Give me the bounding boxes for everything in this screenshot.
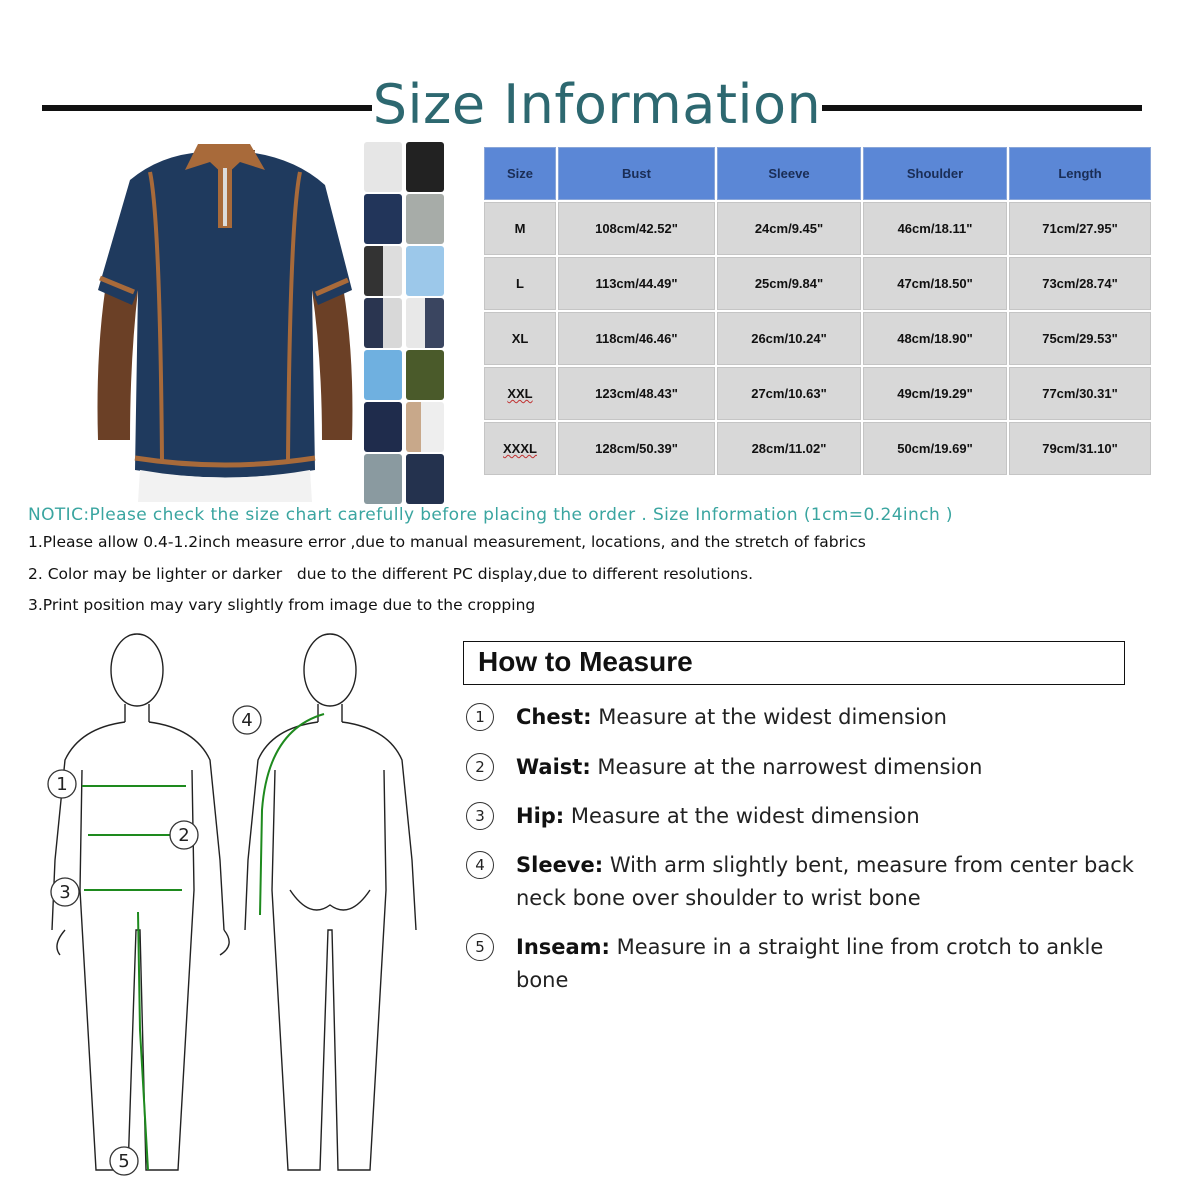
cell-sleeve: 26cm/10.24" (717, 312, 861, 365)
table-row (484, 367, 1151, 420)
measure-number: 5 (466, 933, 494, 961)
measurement-figures (40, 630, 450, 1190)
cell-sleeve: 28cm/11.02" (717, 422, 861, 475)
product-photo-shirt (90, 140, 358, 502)
cell-bust: 118cm/46.46" (558, 312, 715, 365)
cell-length: 73cm/28.74" (1009, 257, 1151, 310)
cell-shoulder: 47cm/18.50" (863, 257, 1007, 310)
thumb-light-blue-shirt (406, 246, 444, 296)
cell-bust: 128cm/50.39" (558, 422, 715, 475)
cell-size: M (484, 202, 556, 255)
cell-shoulder: 49cm/19.29" (863, 367, 1007, 420)
page-title: Size Information (372, 73, 822, 136)
thumb-navy-white-shirt (364, 298, 402, 348)
thumb-sky-blue-shirt (364, 350, 402, 400)
header-shoulder: Shoulder (863, 147, 1007, 200)
cell-sleeve: 25cm/9.84" (717, 257, 861, 310)
how-to-measure-header (463, 641, 1125, 685)
title-bar (0, 70, 1200, 140)
thumb-slate-shirt (364, 454, 402, 504)
thumb-navy-shirt (364, 194, 402, 244)
front-figure (52, 634, 229, 1170)
header-sleeve: Sleeve (717, 147, 861, 200)
thumb-gray-shirt (406, 194, 444, 244)
measure-description: Measure at the widest dimension (564, 804, 920, 828)
marker-2: 2 (178, 825, 190, 846)
thumb-cream-shirt (406, 402, 444, 452)
cell-sleeve: 24cm/9.45" (717, 202, 861, 255)
title-rule-right (822, 105, 1142, 111)
cell-size: XXXL (484, 422, 556, 475)
cell-length: 77cm/30.31" (1009, 367, 1151, 420)
cell-size: XL (484, 312, 556, 365)
measure-label: Chest: (516, 705, 592, 729)
measure-lines (82, 714, 324, 1170)
cell-size: L (484, 257, 556, 310)
note-print-position: 3.Print position may vary slightly from image due to the cropping (28, 596, 536, 614)
table-row (484, 422, 1151, 475)
thumb-black-shirt (406, 142, 444, 192)
table-row (484, 257, 1151, 310)
measure-description: With arm slightly bent, measure from center back neck bone over shoulder to wrist bone (516, 853, 1134, 910)
measure-description: Measure at the narrowest dimension (590, 755, 983, 779)
note-measure-error: 1.Please allow 0.4-1.2inch measure error ,due to manual measurement, locations, and the stretch of fabrics (28, 533, 866, 551)
measure-number: 2 (466, 753, 494, 781)
thumb-olive-shirt (406, 350, 444, 400)
cell-length: 71cm/27.95" (1009, 202, 1151, 255)
marker-4: 4 (241, 710, 253, 731)
cell-bust: 123cm/48.43" (558, 367, 715, 420)
measure-description: Measure in a straight line from crotch to ankle bone (516, 935, 1104, 992)
measure-label: Waist: (516, 755, 591, 779)
marker-3: 3 (59, 882, 71, 903)
measure-number: 4 (466, 851, 494, 879)
marker-5: 5 (118, 1151, 130, 1172)
measure-label: Inseam: (516, 935, 610, 959)
measure-number: 1 (466, 703, 494, 731)
cell-sleeve: 27cm/10.63" (717, 367, 861, 420)
how-to-measure-title: How to Measure (478, 646, 693, 677)
header-bust: Bust (558, 147, 715, 200)
product-thumbnails (362, 140, 446, 502)
header-length: Length (1009, 147, 1151, 200)
measure-label: Sleeve: (516, 853, 604, 877)
back-figure (245, 634, 416, 1170)
header-size: Size (484, 147, 556, 200)
cell-shoulder: 50cm/19.69" (863, 422, 1007, 475)
measure-description: Measure at the widest dimension (591, 705, 947, 729)
thumb-white-navy-shirt (406, 298, 444, 348)
size-chart-table (482, 145, 1153, 477)
thumb-navy-shirt-2 (406, 454, 444, 504)
thumb-dark-navy-shirt (364, 402, 402, 452)
measure-label: Hip: (516, 804, 565, 828)
table-row (484, 312, 1151, 365)
thumb-white-shirt (364, 142, 402, 192)
note-color: 2. Color may be lighter or darker due to the different PC display,due to different resolutions. (28, 565, 754, 583)
figure-marker-labels (56, 710, 252, 1172)
title-rule-left (42, 105, 372, 111)
cell-size: XXL (484, 367, 556, 420)
cell-length: 79cm/31.10" (1009, 422, 1151, 475)
thumb-striped-shirt (364, 246, 402, 296)
cell-shoulder: 48cm/18.90" (863, 312, 1007, 365)
cell-shoulder: 46cm/18.11" (863, 202, 1007, 255)
measure-number: 3 (466, 802, 494, 830)
table-row (484, 202, 1151, 255)
size-notice: NOTIC:Please check the size chart carefully before placing the order . Size Information (1cm=0.24inch ) (28, 505, 953, 525)
table-header-row (484, 147, 1151, 200)
cell-bust: 108cm/42.52" (558, 202, 715, 255)
marker-1: 1 (56, 774, 68, 795)
cell-length: 75cm/29.53" (1009, 312, 1151, 365)
cell-bust: 113cm/44.49" (558, 257, 715, 310)
